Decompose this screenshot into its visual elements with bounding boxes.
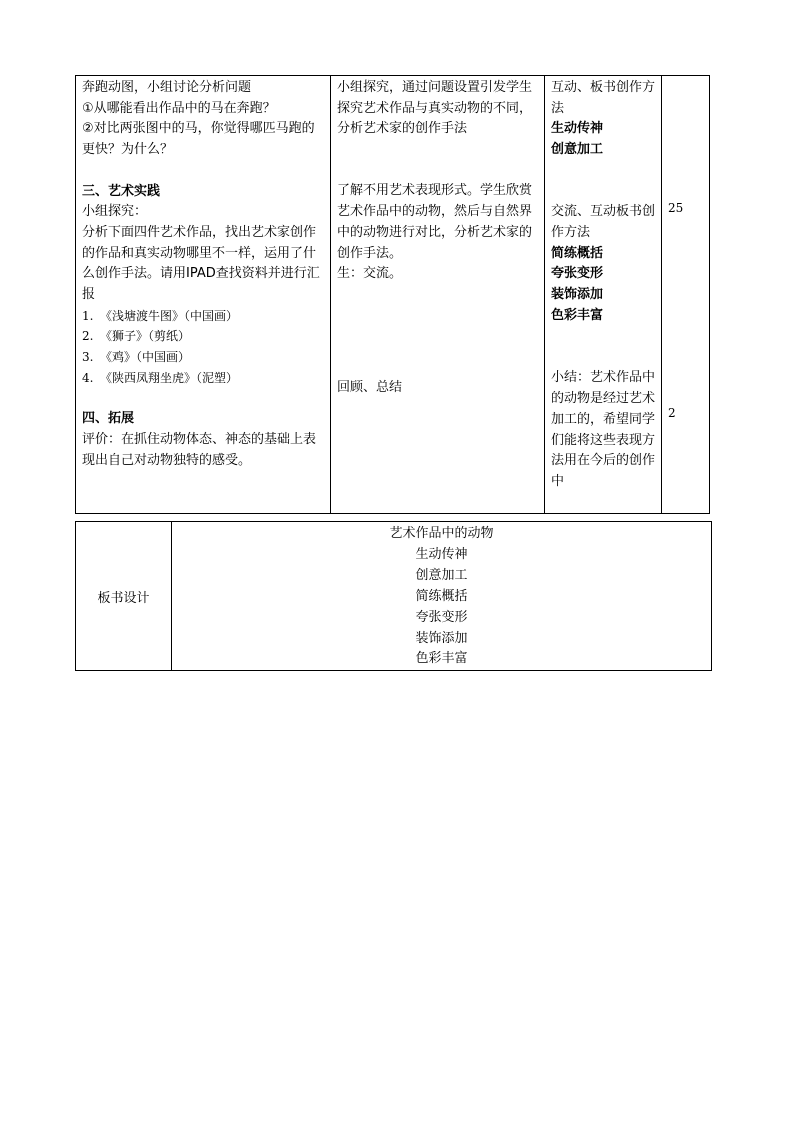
time-value: 25 [668,201,684,215]
method-label: 简练概括 [551,245,604,261]
table-row [76,522,712,671]
design-text: 交流、互动板书创作方法 [551,204,656,240]
board-title: 艺术作品中的动物 [389,526,494,541]
section-text: 评价：在抓住动物体态、神态的基础上表现出自己对动物独特的感受。 [82,431,317,468]
table-row [76,76,710,514]
board-item: 夸张变形 [415,609,468,625]
activity-text: 小组探究，通过问题设置引发学生探究艺术作品与真实动物的不同，分析艺术家的创作手法 [337,80,533,137]
intro-line: ①从哪能看出作品中的马在奔跑？ [82,100,276,116]
list-item: 3. 《鸡》（中国画） [82,350,191,365]
method-label: 创意加工 [551,142,604,158]
activity-column [331,76,545,514]
list-item: 2. 《狮子》（剪纸） [82,329,191,344]
board-design-label: 板书设计 [76,522,172,671]
time-column [662,76,710,514]
time-value: 2 [668,406,676,420]
intro-line: 奔跑动图，小组讨论分析问题 [82,80,252,95]
board-item: 装饰添加 [415,630,468,646]
board-item: 创意加工 [415,567,468,583]
board-design-content [172,522,712,671]
section-title-extension: 四、拓展 [82,411,135,427]
design-column [545,76,662,514]
method-label: 装饰添加 [551,287,604,302]
content-column [76,76,331,514]
list-item: 4. 《陕西凤翔坐虎》（泥塑） [82,370,239,385]
summary-text: 小结：艺术作品中的动物是经过艺术加工的，希望同学们能将这些表现方法用在今后的创作中 [551,370,656,489]
board-design-table [75,521,712,671]
intro-line: ②对比两张图中的马，你觉得哪匹马跑的更快？为什么？ [82,121,315,158]
lesson-plan-table [75,75,710,514]
board-item: 简练概括 [415,588,468,604]
activity-text: 回顾、总结 [337,380,403,395]
method-label: 色彩丰富 [551,307,604,323]
activity-text: 生：交流。 [337,266,403,282]
board-item: 色彩丰富 [415,651,468,667]
activity-text: 了解不用艺术表现形式。学生欣赏艺术作品中的动物，然后与自然界中的动物进行对比，分析艺术家的创作手法。 [337,183,533,261]
section-subtitle: 小组探究： [82,204,148,220]
board-item: 生动传神 [415,546,468,562]
method-label: 夸张变形 [551,266,604,282]
method-label: 生动传神 [551,121,604,137]
design-text: 互动、板书创作方法 [551,80,656,116]
section-title-practice: 三、艺术实践 [82,183,161,199]
section-text: 分析下面四件艺术作品，找出艺术家创作的作品和真实动物哪里不一样，运用了什么创作手法。请用IPAD查找资料并进行汇报 [82,224,320,303]
list-item: 1. 《浅塘渡牛图》（中国画） [82,308,239,323]
